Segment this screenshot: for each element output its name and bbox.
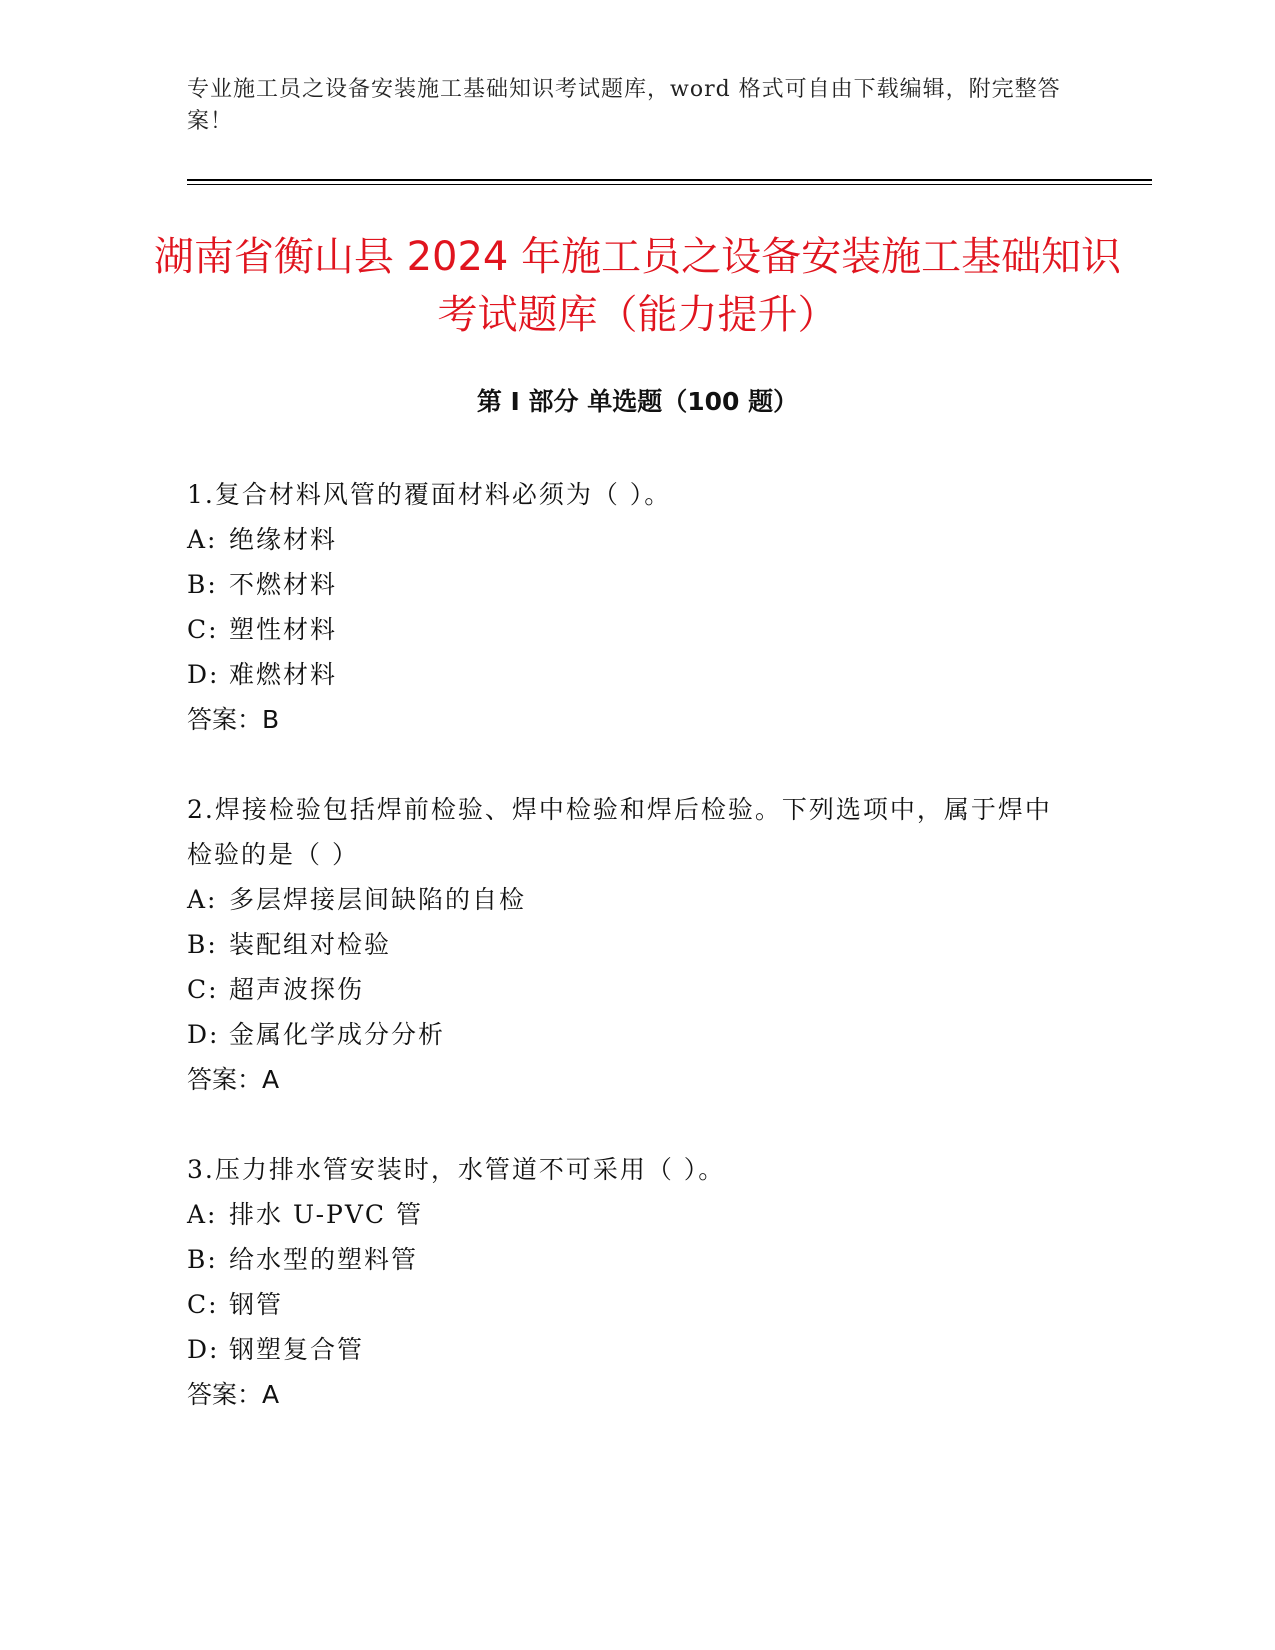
answer-line: 答案：A (187, 1065, 280, 1094)
question-stem: 2.焊接检验包括焊前检验、焊中检验和焊后检验。下列选项中，属于焊中检验的是（ ） (187, 795, 1052, 869)
document-title: 湖南省衡山县 2024 年施工员之设备安装施工基础知识考试题库（能力提升） (153, 234, 1122, 338)
option-d (187, 1327, 1067, 1372)
option-key: A: (187, 525, 218, 554)
option-key: A: (187, 1200, 218, 1229)
option-key: A: (187, 885, 218, 914)
option-text: 装配组对检验 (229, 930, 392, 959)
option-text: 塑性材料 (229, 615, 338, 644)
option-key: D: (187, 1335, 220, 1364)
option-key: C: (187, 975, 219, 1004)
option-d (187, 1012, 1067, 1057)
question-3 (187, 1147, 1067, 1417)
option-c (187, 607, 1067, 652)
answer-line: 答案：B (187, 705, 280, 734)
section-title: 第 I 部分 单选题（100 题） (476, 387, 799, 416)
option-key: B: (187, 930, 218, 959)
option-text: 绝缘材料 (229, 525, 338, 554)
header-note: 专业施工员之设备安装施工基础知识考试题库，word 格式可自由下载编辑，附完整答案！ (187, 77, 1061, 134)
option-text: 金属化学成分分析 (229, 1020, 446, 1049)
option-c (187, 1282, 1067, 1327)
option-b (187, 562, 1067, 607)
option-key: D: (187, 1020, 220, 1049)
option-key: C: (187, 615, 219, 644)
option-text: 钢管 (229, 1290, 284, 1319)
answer-line: 答案：A (187, 1380, 280, 1409)
option-b (187, 922, 1067, 967)
option-a (187, 877, 1067, 922)
option-key: B: (187, 570, 218, 599)
option-d (187, 652, 1067, 697)
option-key: C: (187, 1290, 219, 1319)
option-a (187, 517, 1067, 562)
header-divider-thin (187, 184, 1152, 185)
option-a (187, 1192, 1067, 1237)
option-text: 钢塑复合管 (229, 1335, 365, 1364)
question-list (187, 472, 1067, 1462)
option-key: B: (187, 1245, 218, 1274)
option-b (187, 1237, 1067, 1282)
option-text: 给水型的塑料管 (229, 1245, 419, 1274)
option-text: 超声波探伤 (229, 975, 365, 1004)
option-text: 多层焊接层间缺陷的自检 (229, 885, 527, 914)
option-c (187, 967, 1067, 1012)
option-text: 不燃材料 (229, 570, 338, 599)
header-divider-thick (187, 179, 1152, 181)
option-text: 难燃材料 (229, 660, 338, 689)
option-key: D: (187, 660, 220, 689)
question-stem: 3.压力排水管安装时，水管道不可采用（ ）。 (187, 1155, 726, 1184)
question-2 (187, 787, 1067, 1102)
option-text: 排水 U-PVC 管 (229, 1200, 423, 1229)
question-1 (187, 472, 1067, 742)
question-stem: 1.复合材料风管的覆面材料必须为（ ）。 (187, 480, 672, 509)
